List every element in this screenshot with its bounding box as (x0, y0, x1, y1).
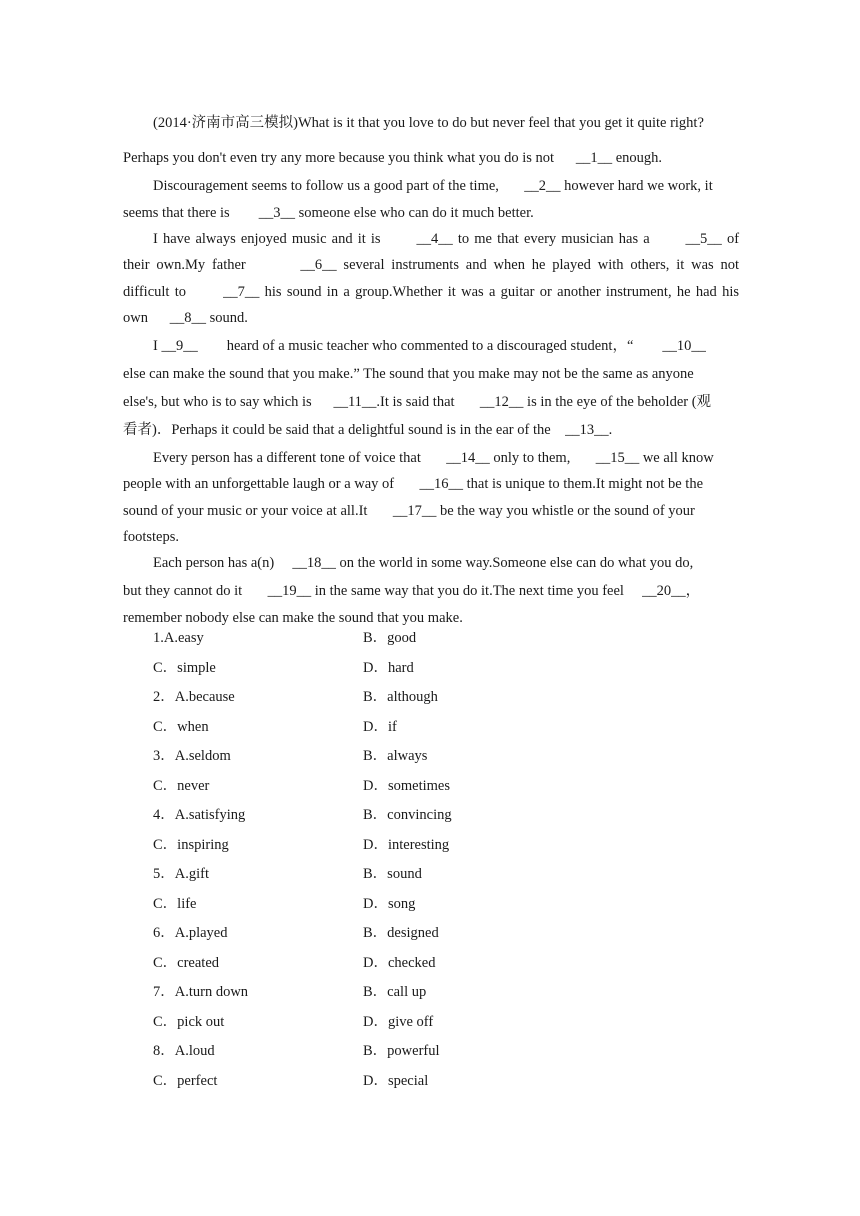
option-choice: B．convincing (363, 807, 452, 823)
answer-options (153, 627, 573, 1099)
option-choice: D．checked (363, 954, 436, 971)
option-choice: C．life (153, 895, 197, 912)
blank-9: __9__ (161, 338, 198, 355)
option-row (153, 716, 573, 746)
blank-8: __8__ (169, 309, 206, 326)
option-row (153, 1040, 573, 1070)
paragraph-2: Discouragement seems to follow us a good part of the time, __2__ however hard we work, it seems that there is __3__ someone else who can do it much better. (123, 178, 713, 221)
option-row (153, 657, 573, 687)
option-row (153, 627, 573, 657)
option-choice: D．sometimes (363, 777, 450, 794)
option-choice: 2．A.because (153, 689, 235, 705)
option-choice: 5．A.gift (153, 866, 209, 882)
option-choice: B．always (363, 748, 428, 764)
option-choice: D．interesting (363, 836, 450, 853)
blank-10: __10__ (662, 338, 706, 355)
option-choice: 4．A.satisfying (153, 807, 246, 823)
option-choice: 1.A.easy (153, 630, 204, 646)
option-choice: B．powerful (363, 1043, 440, 1059)
paragraph-4: I __9__ heard of a music teacher who commented to a discouraged student，“ __10__ else can make the sound that you make.” The sound that you make may not be the same as anyone else's, but who is to say which is __11__.It is said that __12__ is in the eye of the beholder (观 看者)．Perhaps it could be said that a delightful sound is in the ear of the __13__. (123, 338, 712, 439)
blank-2: __2__ (524, 178, 561, 194)
option-choice: 7．A.turn down (153, 984, 249, 1000)
cloze-passage (123, 106, 739, 632)
option-row (153, 893, 573, 923)
option-choice: D．song (363, 895, 416, 912)
option-row (153, 981, 573, 1011)
option-row (153, 863, 573, 893)
option-row (153, 1070, 573, 1100)
blank-14: __14__ (446, 450, 490, 467)
option-row (153, 1011, 573, 1041)
option-choice: B．although (363, 689, 438, 705)
option-choice: B．call up (363, 984, 427, 1000)
option-choice: 3．A.seldom (153, 748, 231, 764)
option-row (153, 922, 573, 952)
option-row (153, 775, 573, 805)
option-choice: C．created (153, 954, 220, 971)
paragraph-3: I have always enjoyed music and it is __4__ to me that every musician has a __5__ of their own.My father __6__ several instruments and when he played with others, it was not difficult to __7__ his sound in a group.Whether it was a guitar or another instrument, he had his own __8__ sound. (123, 231, 740, 326)
blank-19: __19__ (267, 582, 312, 599)
option-choice: B．sound (363, 866, 422, 882)
option-choice: D．special (363, 1072, 429, 1089)
option-choice: 6．A.played (153, 925, 228, 941)
option-choice: 8．A.loud (153, 1043, 215, 1059)
blank-17: __17__ (392, 502, 437, 519)
blank-7: __7__ (223, 283, 260, 300)
option-choice: C．when (153, 718, 209, 735)
option-choice: B．designed (363, 925, 439, 941)
option-choice: D．hard (363, 659, 414, 676)
blank-3: __3__ (258, 204, 295, 221)
source-label: (2014·济南市高三模拟) (153, 115, 298, 131)
blank-11: __11__ (333, 394, 377, 411)
option-choice: C．simple (153, 659, 216, 676)
option-choice: C．pick out (153, 1013, 225, 1030)
option-row (153, 834, 573, 864)
blank-4: __4__ (416, 231, 453, 247)
paragraph-5: Every person has a different tone of voice that __14__ only to them, __15__ we all know people with an unforgettable laugh or a way of __16__ that is unique to them.It might not be the sound of your music or your voice at all.It __17__ be the way you whistle or the sound of your footsteps. (123, 450, 714, 546)
option-choice: C．inspiring (153, 836, 229, 853)
paragraph-6: Each person has a(n) __18__ on the world in some way.Someone else can do what you do, but they cannot do it __19__ in the same way that you do it.The next time you feel __20__， remember nobody else can make the sound that you make. (123, 555, 701, 626)
option-choice: C．never (153, 777, 210, 794)
blank-20: __20__ (642, 582, 686, 599)
option-row (153, 804, 573, 834)
blank-1: __1__ (575, 150, 613, 166)
option-row (153, 686, 573, 716)
option-choice: C．perfect (153, 1072, 218, 1089)
blank-6: __6__ (300, 257, 337, 274)
option-row (153, 952, 573, 982)
option-row (153, 745, 573, 775)
blank-5: __5__ (685, 231, 722, 247)
option-choice: D．if (363, 718, 397, 735)
blank-13: __13__ (565, 422, 609, 439)
blank-18: __18__ (292, 555, 336, 572)
option-choice: D．give off (363, 1013, 434, 1030)
blank-16: __16__ (419, 476, 463, 493)
blank-12: __12__ (479, 394, 524, 411)
option-choice: B．good (363, 630, 417, 646)
blank-15: __15__ (595, 450, 640, 467)
paragraph-1: (2014·济南市高三模拟)What is it that you love to do but never feel that you get it quite right? Perhaps you don't even try any more because you think what you do is not __1__ enough. (123, 115, 704, 166)
